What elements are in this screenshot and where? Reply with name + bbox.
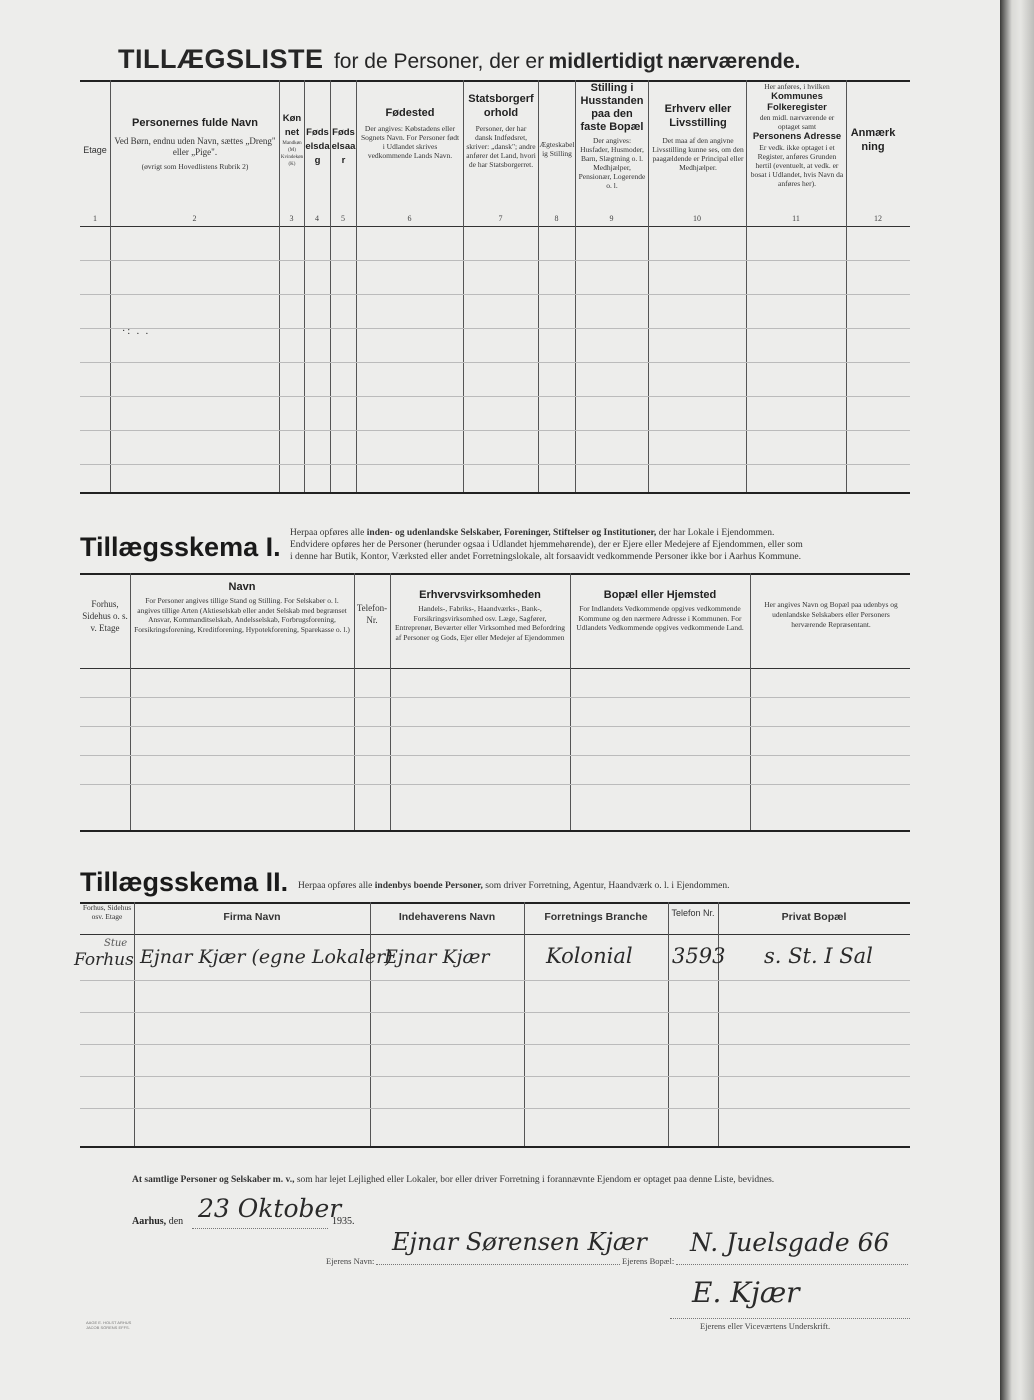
t1-colnum: 8: [554, 214, 559, 223]
t1-row-line: [80, 362, 910, 363]
skema2-title: Tillægsskema II.: [80, 867, 289, 897]
s1-col-line: [354, 573, 355, 830]
skema2-desc-b: indenbys boende Personer,: [374, 881, 483, 891]
t1-header-birthyear: [331, 126, 356, 168]
t1-header-household-title: Stilling i Husstanden paa den faste Bopæl: [580, 82, 644, 133]
footer-statement: [132, 1175, 774, 1185]
footer-statement-b: som har lejet Lejlighed eller Lokaler, bor eller driver Forretning i forannævnte Ejendom er optaget paa denne Liste, bevidnes.: [296, 1175, 775, 1185]
s2-header-rule: [80, 934, 910, 935]
s1-header-business-title: Erhvervsvirksomheden: [419, 589, 541, 601]
footer-year: 1935.: [332, 1216, 355, 1227]
s2-row-address: s. St. I Sal: [764, 944, 873, 968]
t1-colnum: 7: [498, 214, 503, 223]
s1-bottom-rule: [80, 830, 910, 832]
s1-header-rule: [80, 668, 910, 669]
s2-row-line: [80, 1012, 910, 1013]
t1-header-marital-text: Ægteskabelig Stilling: [539, 140, 575, 158]
s2-header-owner: Indehaverens Navn: [398, 911, 496, 923]
t1-header-birthplace-sub: Der angives: Købstadens eller Sognets Navn. For Personer født i Udlandet skrives vedkommende Lands Navn.: [360, 124, 460, 160]
s2-col-line: [524, 902, 525, 1146]
s2-row-line: [80, 1076, 910, 1077]
skema2-desc-a: Herpaa opføres alle: [298, 881, 373, 891]
t1-header-register-sub: Er vedk. ikke optaget i et Register, anføres Grunden hertil (eventuelt, at vedk. er bosat i Udlandet, hvis Navn da anføres her).: [750, 143, 844, 188]
t1-header-birthyear-text: Fødselsaar: [331, 127, 356, 166]
footer-den: den: [168, 1216, 184, 1227]
skema1-description: [290, 527, 910, 563]
t1-header-name-note: (øvrigt som Hovedlistens Rubrik 2): [141, 162, 249, 171]
title-rest-c: nærværende.: [667, 50, 801, 73]
addr-underline: [676, 1264, 908, 1265]
t1-header-birthday-text: Fødselsdag: [305, 127, 330, 166]
s2-row-line: [80, 980, 910, 981]
t1-header-gender: [280, 112, 304, 168]
t1-row-line: [80, 464, 910, 465]
title-rest-b: midlertidigt: [548, 50, 663, 73]
s2-header-branch: Forretnings Branche: [544, 911, 648, 923]
t1-colnum: 9: [609, 214, 614, 223]
t1-colnum: 4: [315, 214, 319, 223]
t1-row-line: [80, 396, 910, 397]
t1-row-line: [80, 328, 910, 329]
s2-col-line: [134, 902, 135, 1146]
skema2-description: [298, 881, 729, 891]
title-rest-a: for de Personer, der er: [333, 50, 545, 73]
s2-col-line: [668, 902, 669, 1146]
s1-col-line: [570, 573, 571, 830]
s2-col-line: [370, 902, 371, 1146]
footer-city: Aarhus,: [132, 1216, 167, 1227]
s1-header-name-title: Navn: [228, 581, 256, 593]
t1-colnum: 5: [341, 214, 345, 223]
skema2-desc-c: som driver Forretning, Agentur, Haandværk o. l. i Ejendommen.: [485, 881, 730, 891]
s1-header-representative-text: Her angives Navn og Bopæl paa udenbys og udenlandske Selskabers eller Personers herværende Repræsentant.: [764, 600, 898, 629]
t1-header-citizenship-sub: Personer, der har dansk Indfødsret, skriver: „dansk"; andre anfører det Land, hvori de har Statsborgerret.: [466, 124, 536, 169]
t1-header-remarks-text: Anmærkning: [850, 127, 896, 153]
s2-row-phone: 3593: [672, 944, 726, 968]
date-underline: [192, 1228, 328, 1229]
s2-row-firm: Ejnar Kjær (egne Lokaler): [140, 946, 393, 968]
s2-row-etage-over: Stue: [104, 938, 128, 949]
t1-header-occupation: [652, 102, 744, 172]
s2-header-phone: Telefon Nr.: [671, 908, 715, 918]
form-title: [118, 44, 800, 75]
s2-row-line: [80, 1108, 910, 1109]
footer-signature-hand: E. Kjær: [692, 1276, 800, 1309]
s1-top-rule: [80, 573, 910, 575]
t1-header-name: [114, 116, 276, 171]
footer-owner-label: Ejerens Navn:: [326, 1256, 375, 1266]
s1-row-line: [80, 784, 910, 785]
t1-header-birthday: [305, 126, 330, 168]
skema1-title: Tillægsskema I.: [80, 532, 281, 562]
s2-header-firm: Firma Navn: [223, 911, 281, 923]
s1-col-line: [390, 573, 391, 830]
t1-colnum: 12: [874, 214, 882, 223]
skema1-desc-1b: inden- og udenlandske Selskaber, Foreninger, Stiftelser og Institutioner,: [366, 528, 657, 538]
skema1-desc-1a: Herpaa opføres alle: [290, 528, 365, 538]
s1-col-line: [750, 573, 751, 830]
t1-header-occupation-title: Erhverv eller Livsstilling: [664, 103, 732, 129]
s1-header-name-sub: For Personer angives tillige Stand og Stilling. For Selskaber o. l. angives tillige Arten (Aktieselskab eller andet Selskab med begrænset Ansvar, Kommanditselskab, Andelsselskab, Forbrugsforening, Forsikringsforening, Kreditforening, Hypotekforening, Sparekasse o. l.): [134, 596, 350, 634]
s1-header-name: [134, 580, 350, 634]
s2-row-etage: Forhus: [74, 950, 134, 970]
footer-sign-label: Ejerens eller Viceværtens Underskrift.: [700, 1321, 831, 1331]
t1-header-gender-sub: Mandkøn (M) Kvindekøn (K): [280, 141, 304, 167]
footer-addr-label: Ejerens Bopæl:: [622, 1256, 675, 1266]
skema1-desc-1c: der har Lokale i Ejendommen.: [658, 528, 775, 538]
t1-header-etage-text: Etage: [83, 145, 107, 155]
s1-header-phone-text: Telefon-Nr.: [356, 603, 388, 625]
t1-header-marital: [539, 140, 575, 158]
s2-top-rule: [80, 902, 910, 904]
s2-col-line: [718, 902, 719, 1146]
s2-bottom-rule: [80, 1146, 910, 1148]
t1-colnum: 10: [693, 214, 701, 223]
printer-imprint: AAGE E. HOLST ARHUS JACOB SÖRENS EFFS.: [86, 1320, 132, 1330]
t1-header-register: [749, 82, 845, 188]
t1-header-register-pre: Her anføres, i hvilken: [764, 82, 830, 91]
adjacent-page-edge: [1000, 0, 1034, 1400]
footer-date-line: [132, 1216, 183, 1227]
t1-colnum: 1: [93, 214, 97, 223]
t1-header-household: [578, 82, 646, 190]
t1-header-citizenship: [466, 92, 536, 169]
t1-header-gender-title: Kønnet: [282, 113, 302, 138]
t1-colnum: 2: [192, 214, 197, 223]
s1-row-line: [80, 755, 910, 756]
s2-row-owner: Ejnar Kjær: [384, 946, 490, 968]
t1-header-household-sub: Der angives: Husfader, Husmoder, Barn, Slægtning o. l. Medhjælper, Pensionær, Logerende o. l.: [578, 136, 646, 190]
s1-header-business-sub: Handels-, Fabriks-, Haandværks-, Bank-, Forsikringsvirksomhed osv. Læge, Sagfører, Entreprenør, Beværter eller Virksomhed med Befordring af Personer og Gods, Ejer eller Medejer af Ejendommen: [395, 604, 565, 642]
t1-header-citizenship-title: Statsborgerforhold: [468, 93, 534, 119]
s1-header-etage-text: Forhus, Sidehus o. s. v. Etage: [82, 599, 128, 633]
footer-addr-hand: N. Juelsgade 66: [690, 1228, 890, 1257]
footer-owner-hand: Ejnar Sørensen Kjær: [392, 1228, 647, 1256]
s1-header-residence: [574, 588, 746, 633]
t1-header-occupation-sub: Det maa af den angivne Livsstilling kunne ses, om den paagældende er Principal eller Medhjælper.: [652, 136, 744, 172]
s1-header-phone: [356, 602, 388, 626]
skema1-desc-3: i denne har Butik, Kontor, Værksted eller andet Forretningslokale, alt forsaavidt vedkommende Personer ikke bor i Aarhus Kommune.: [290, 552, 802, 562]
t1-header-birthplace: [360, 106, 460, 160]
s1-row-line: [80, 726, 910, 727]
skema1-desc-line1: [290, 527, 910, 539]
t1-colnum: 3: [289, 214, 294, 223]
s1-header-business: [394, 588, 566, 642]
s1-header-representative: [756, 600, 906, 630]
t1-header-register-title2: Personens Adresse: [752, 131, 842, 142]
title-main: TILLÆGSLISTE: [118, 44, 324, 74]
s1-header-etage: [82, 598, 128, 634]
s2-header-etage: [82, 903, 132, 921]
s2-row-line: [80, 1044, 910, 1045]
s2-row-branch: Kolonial: [546, 944, 633, 968]
sign-underline: [670, 1318, 910, 1319]
footer-date-hand: 23 Oktober: [198, 1194, 342, 1223]
t1-header-remarks: [848, 126, 898, 154]
s1-col-line: [130, 573, 131, 830]
t1-row-line: [80, 430, 910, 431]
s2-header-address: Privat Bopæl: [781, 911, 847, 923]
t1-header-birthplace-title: Fødested: [385, 107, 435, 119]
t1-row-line: [80, 260, 910, 261]
t1-header-etage: [80, 146, 110, 155]
t1-row-line: [80, 294, 910, 295]
s2-header-etage-text: Forhus, Sidehus osv. Etage: [82, 903, 132, 921]
t1-colnum: 6: [407, 214, 412, 223]
t1-header-name-title: Personernes fulde Navn: [132, 117, 258, 129]
t1-stray-mark: ·: . .: [122, 326, 151, 337]
t1-header-register-mid: den midl. nærværende er optaget samt: [759, 113, 835, 131]
s1-header-residence-title: Bopæl eller Hjemsted: [603, 589, 717, 601]
s1-header-residence-sub: For Indlandets Vedkommende opgives vedkommende Kommune og den nærmere Adresse i Kommunen. For Udlandets Vedkommende opgives vedkommende Land.: [576, 604, 744, 632]
t1-header-rule: [80, 226, 910, 227]
t1-bottom-rule: [80, 492, 910, 494]
t1-colnum: 11: [792, 214, 800, 223]
t1-header-name-sub: Ved Børn, endnu uden Navn, sættes „Dreng" eller „Pige".: [114, 136, 276, 157]
owner-underline: [376, 1264, 620, 1265]
s1-row-line: [80, 697, 910, 698]
t1-header-register-title: Kommunes Folkeregister: [767, 91, 827, 113]
footer-statement-a: At samtlige Personer og Selskaber m. v.,: [132, 1175, 295, 1185]
skema1-desc-2: Endvidere opføres her de Personer (herunder ogsaa i Udlandet hjemmehørende), der er Ejere eller Medejere af Ejendommen, eller som: [290, 540, 803, 550]
